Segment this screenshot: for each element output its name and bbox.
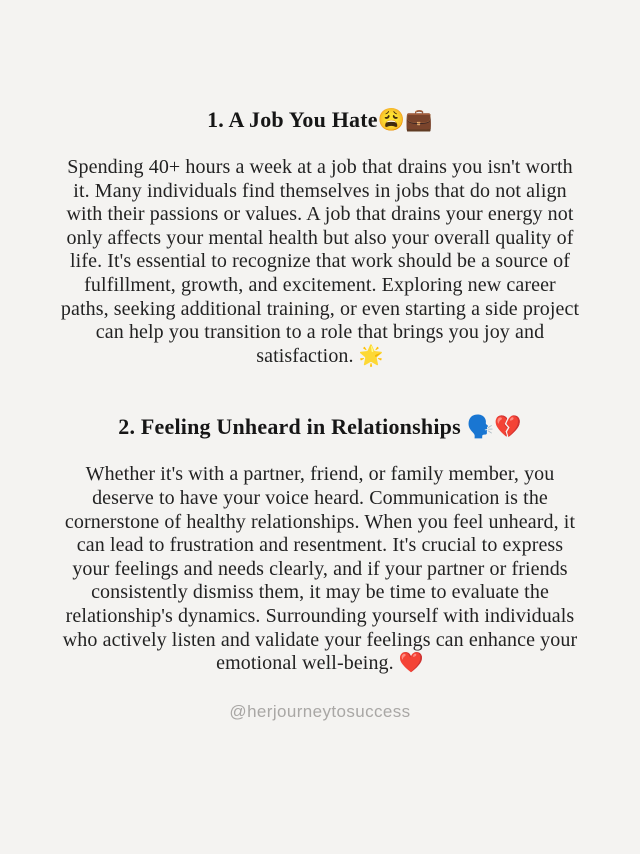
section-2-body: Whether it's with a partner, friend, or family member, you deserve to have your voice heard. Communication is the cornerstone of healthy relationships. When you feel unheard, it can lead to frustration and resentment. It's crucial to express your feelings and needs clearly, and if your partner or friends consistently dismiss them, it may be time to evaluate the relationship's dynamics. Surrounding yourself with individuals who actively listen and validate your feelings can enhance your emotional well-being. ❤️ <box>62 463 578 675</box>
section-job-you-hate <box>58 106 582 368</box>
post-footer <box>58 702 582 722</box>
section-2-heading: 2. Feeling Unheard in Relationships 🗣️💔 <box>118 414 522 440</box>
section-1-body: Spending 40+ hours a week at a job that drains you isn't worth it. Many individuals find themselves in jobs that do not align with their passions or values. A job that drains your energy not only affects your mental health but also your overall quality of life. It's essential to recognize that work should be a source of fulfillment, growth, and excitement. Exploring new career paths, seeking additional training, or even starting a side project can help you transition to a role that brings you joy and satisfaction. 🌟 <box>60 156 580 367</box>
section-1-heading: 1. A Job You Hate😩💼 <box>207 107 433 132</box>
section-feeling-unheard <box>58 413 582 675</box>
account-handle: @herjourneytosuccess <box>229 701 411 721</box>
